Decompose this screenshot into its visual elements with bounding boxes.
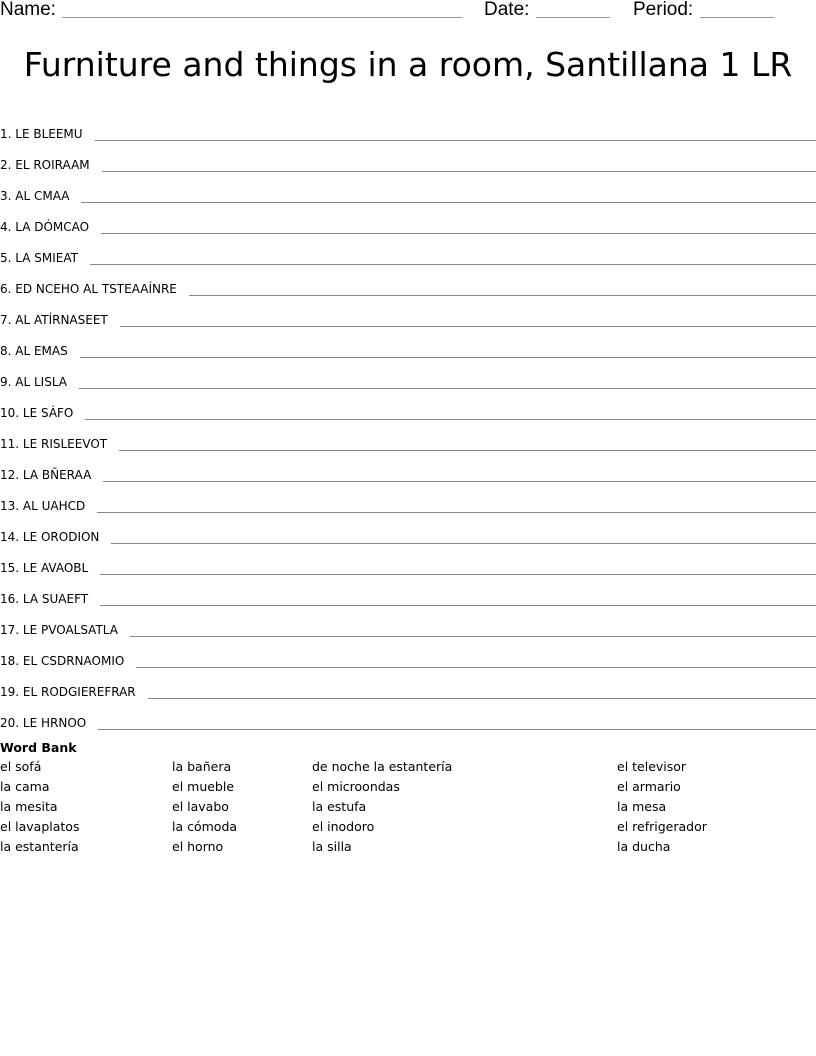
word-bank-word: la estantería xyxy=(0,839,79,854)
scramble-word: 15. LE AVAOBL xyxy=(0,561,89,575)
scramble-word: 12. LA BÑERAA xyxy=(0,468,92,482)
scramble-word: 4. LA DÓMCAO xyxy=(0,220,90,234)
scramble-word: 6. ED NCEHO AL TSTEAAÍNRE xyxy=(0,282,177,296)
word-bank-word: la cómoda xyxy=(172,819,238,834)
answer-line[interactable] xyxy=(79,388,816,389)
page-title: Furniture and things in a room, Santillana 1 LR xyxy=(23,45,793,84)
answer-line[interactable] xyxy=(80,357,816,358)
answer-line[interactable] xyxy=(130,636,816,637)
answer-line[interactable] xyxy=(100,605,816,606)
scramble-item xyxy=(0,329,816,360)
scramble-item xyxy=(0,639,816,670)
word-bank-word: la mesa xyxy=(617,799,667,814)
scramble-item xyxy=(0,112,816,143)
scramble-item xyxy=(0,484,816,515)
scramble-item xyxy=(0,670,816,701)
scramble-word: 1. LE BLEEMU xyxy=(0,127,83,141)
scramble-item xyxy=(0,267,816,298)
word-bank-word: la mesita xyxy=(0,799,58,814)
scramble-word: 14. LE ORODION xyxy=(0,530,100,544)
answer-line[interactable] xyxy=(119,450,816,451)
scramble-word: 7. AL ATÍRNASEET xyxy=(0,313,108,327)
word-bank-word: la bañera xyxy=(172,759,232,774)
answer-line[interactable] xyxy=(97,512,816,513)
word-bank-word: el inodoro xyxy=(312,819,375,834)
answer-line[interactable] xyxy=(111,543,816,544)
answer-line[interactable] xyxy=(98,729,816,730)
word-bank xyxy=(0,739,816,857)
scramble-word: 10. LE SÁFO xyxy=(0,406,74,420)
word-bank-word: de noche la estantería xyxy=(312,759,453,774)
scramble-word: 13. AL UAHCD xyxy=(0,499,86,513)
student-info-header xyxy=(0,0,816,24)
answer-line[interactable] xyxy=(101,233,816,234)
word-bank-word: la ducha xyxy=(617,839,671,854)
scramble-item xyxy=(0,391,816,422)
answer-line[interactable] xyxy=(81,202,816,203)
scramble-item xyxy=(0,546,816,577)
answer-line[interactable] xyxy=(103,481,816,482)
word-bank-word: el mueble xyxy=(172,779,235,794)
word-bank-word: la estufa xyxy=(312,799,367,814)
scramble-item xyxy=(0,298,816,329)
answer-line[interactable] xyxy=(102,171,816,172)
word-bank-word: el sofá xyxy=(0,759,42,774)
word-bank-word: el horno xyxy=(172,839,224,854)
scramble-word: 20. LE HRNOO xyxy=(0,716,87,730)
scramble-item xyxy=(0,174,816,205)
scramble-word: 16. LA SUAEFT xyxy=(0,592,89,606)
scramble-item xyxy=(0,453,816,484)
answer-line[interactable] xyxy=(136,667,816,668)
word-bank-word: el microondas xyxy=(312,779,400,794)
scramble-word: 5. LA SMIEAT xyxy=(0,251,78,265)
word-bank-word: la silla xyxy=(312,839,352,854)
scramble-item xyxy=(0,515,816,546)
name-blank[interactable] xyxy=(62,17,462,18)
scramble-word: 8. AL EMAS xyxy=(0,344,68,358)
scramble-word: 9. AL LISLA xyxy=(0,375,67,389)
word-bank-title: Word Bank xyxy=(0,740,77,755)
word-bank-grid xyxy=(0,757,816,857)
word-bank-word: el armario xyxy=(617,779,681,794)
scramble-word: 11. LE RISLEEVOT xyxy=(0,437,108,451)
scramble-word: 18. EL CSDRNAOMIO xyxy=(0,654,125,668)
date-label: Date: xyxy=(484,0,530,20)
scramble-list xyxy=(0,112,816,732)
word-bank-word: el refrigerador xyxy=(617,819,707,834)
word-bank-word: el televisor xyxy=(617,759,687,774)
scramble-word: 3. AL CMAA xyxy=(0,189,70,203)
answer-line[interactable] xyxy=(95,140,816,141)
scramble-item xyxy=(0,701,816,732)
word-bank-word: el lavaplatos xyxy=(0,819,80,834)
scramble-item xyxy=(0,236,816,267)
scramble-item xyxy=(0,608,816,639)
scramble-word: 2. EL ROIRAAM xyxy=(0,158,90,172)
word-bank-word: la cama xyxy=(0,779,50,794)
date-blank[interactable] xyxy=(536,17,610,18)
scramble-item xyxy=(0,577,816,608)
scramble-item xyxy=(0,422,816,453)
period-label: Period: xyxy=(633,0,694,20)
scramble-item xyxy=(0,360,816,391)
scramble-item xyxy=(0,143,816,174)
scramble-word: 17. LE PVOALSATLA xyxy=(0,623,118,637)
scramble-word: 19. EL RODGIEREFRAR xyxy=(0,685,136,699)
answer-line[interactable] xyxy=(90,264,816,265)
answer-line[interactable] xyxy=(189,295,816,296)
answer-line[interactable] xyxy=(148,698,816,699)
answer-line[interactable] xyxy=(120,326,816,327)
answer-line[interactable] xyxy=(85,419,816,420)
name-label: Name: xyxy=(0,0,56,20)
scramble-item xyxy=(0,205,816,236)
answer-line[interactable] xyxy=(100,574,816,575)
period-blank[interactable] xyxy=(700,17,774,18)
word-bank-word: el lavabo xyxy=(172,799,229,814)
